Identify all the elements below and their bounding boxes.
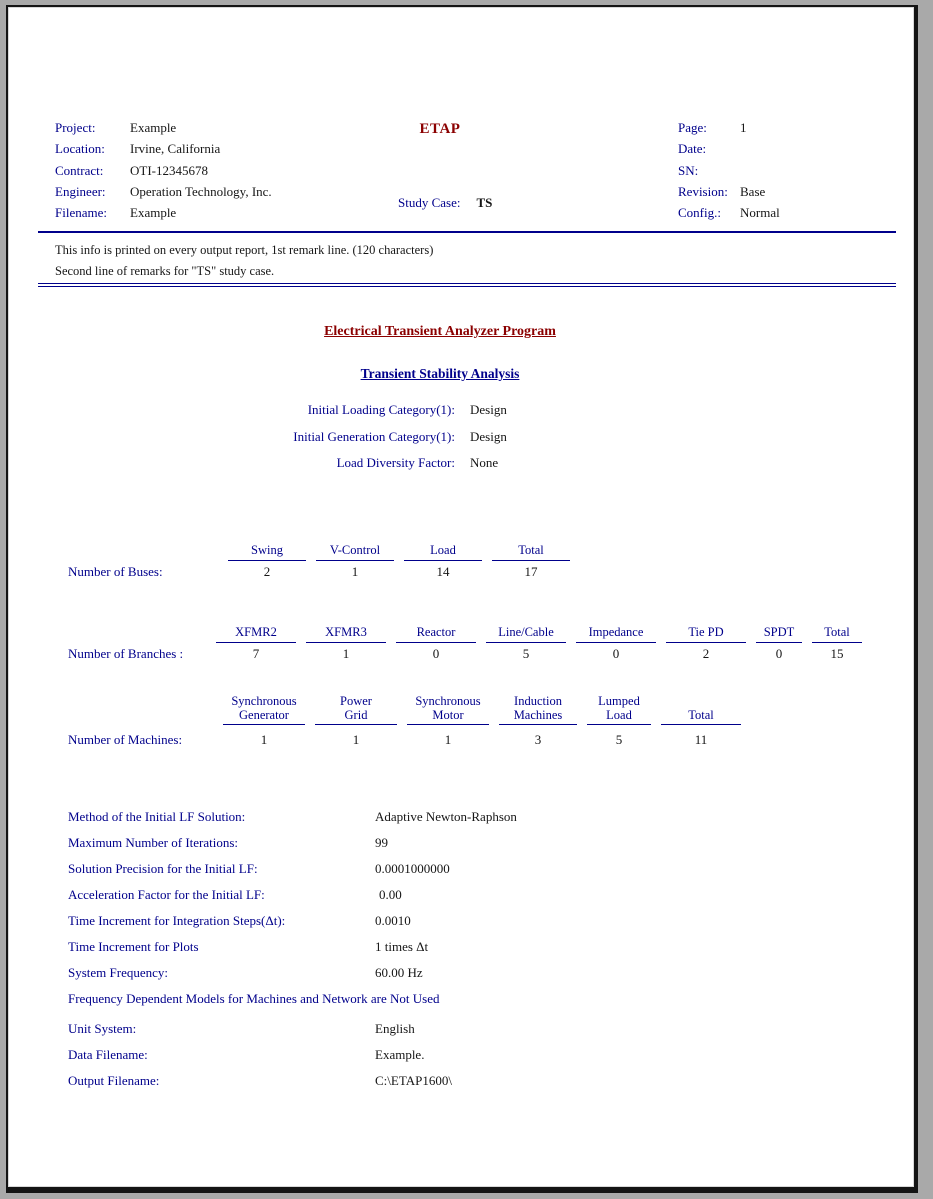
branches-header-total: Total: [824, 625, 850, 639]
sn-label: SN:: [678, 162, 699, 178]
config-label: Config.:: [678, 205, 721, 221]
load-diversity-value: None: [470, 455, 499, 471]
load-diversity-row: [158, 455, 507, 482]
acceleration-value: 0.00: [379, 887, 402, 902]
branches-col-xfmr2: [211, 625, 301, 643]
branches-col-reactor: [391, 625, 481, 643]
branches-col-spdt: [751, 625, 807, 643]
etap-logo-text: ETAP: [419, 121, 461, 137]
buses-col-swing: [223, 543, 311, 561]
branches-header-xfmr3: XFMR3: [325, 625, 367, 639]
frequency-value: 60.00 Hz: [375, 965, 423, 980]
buses-col-vcontrol: [311, 543, 399, 561]
solution-parameters: [68, 809, 868, 1099]
branches-table-header: [211, 625, 867, 643]
plot-increment-label: Time Increment for Plots: [68, 939, 199, 954]
revision-label: Revision:: [678, 183, 728, 199]
buses-row-label: Number of Buses:: [68, 564, 163, 579]
report-page: [6, 5, 918, 1193]
machines-header-lumpedload-line1: Lumped: [598, 694, 640, 708]
branches-value-total: 15: [830, 646, 844, 661]
machines-col-total: [656, 694, 746, 725]
column-underline: [486, 642, 566, 643]
column-underline: [812, 642, 862, 643]
column-underline: [404, 560, 482, 561]
initial-loading-label: Initial Loading Category(1):: [307, 402, 455, 417]
lf-method-value: Adaptive Newton-Raphson: [375, 809, 517, 824]
buses-header-total: Total: [518, 543, 544, 557]
study-case-value: TS: [476, 195, 493, 210]
branches-col-tiepd: [661, 625, 751, 643]
machines-value-powergrid: 1: [352, 732, 360, 747]
header-row-location: [55, 141, 272, 162]
output-filename-value: C:\ETAP1600\: [375, 1073, 452, 1088]
machines-table-values: [218, 732, 746, 748]
column-underline: [306, 642, 386, 643]
column-underline: [587, 724, 651, 725]
study-case: [398, 195, 492, 211]
initial-generation-row: [158, 429, 507, 456]
machines-value-synmotor: 1: [444, 732, 452, 747]
column-underline: [316, 560, 394, 561]
freq-dependent-note: Frequency Dependent Models for Machines and Network are Not Used: [68, 991, 440, 1006]
contract-label: Contract:: [55, 162, 104, 178]
column-underline: [666, 642, 746, 643]
buses-value-load: 14: [436, 564, 450, 579]
initial-loading-value: Design: [470, 402, 507, 417]
buses-value-swing: 2: [263, 564, 271, 579]
column-underline: [499, 724, 577, 725]
machines-header-powergrid-line2: Grid: [344, 708, 368, 722]
machines-col-synmotor: [402, 694, 494, 725]
machines-header-induction-line2: Machines: [513, 708, 563, 722]
param-row-output-filename: [68, 1073, 868, 1099]
machines-row-label: Number of Machines:: [68, 732, 183, 747]
header-row-filename: [55, 205, 272, 226]
unit-system-label: Unit System:: [68, 1021, 137, 1036]
engineer-label: Engineer:: [55, 183, 106, 199]
branches-value-impedance: 0: [612, 646, 620, 661]
plot-increment-value: 1 times Δt: [375, 939, 429, 954]
output-filename-label: Output Filename:: [68, 1073, 160, 1088]
report-title: Electrical Transient Analyzer Program: [324, 324, 556, 339]
branches-value-xfmr2: 7: [252, 646, 260, 661]
param-row-acceleration: [68, 887, 868, 913]
machines-header-synmotor-line2: Motor: [432, 708, 464, 722]
branches-col-total: [807, 625, 867, 643]
header-page-info: [678, 120, 780, 226]
buses-table-values: [223, 564, 575, 580]
column-underline: [492, 560, 570, 561]
machines-col-powergrid: [310, 694, 402, 725]
buses-value-vcontrol: 1: [351, 564, 359, 579]
branches-header-linecable: Line/Cable: [498, 625, 554, 639]
unit-system-value: English: [375, 1021, 415, 1036]
page-number: 1: [740, 120, 747, 135]
machines-col-lumpedload: [582, 694, 656, 725]
machines-header-powergrid-line1: Power: [340, 694, 372, 708]
header-row-project: [55, 120, 272, 141]
project-value: Example: [130, 120, 177, 135]
filename-label: Filename:: [55, 205, 107, 221]
filename-value: Example: [130, 205, 177, 221]
branches-header-xfmr2: XFMR2: [235, 625, 277, 639]
location-label: Location:: [55, 141, 105, 157]
machines-value-lumpedload: 5: [615, 732, 623, 747]
remark-line-1: This info is printed on every output report, 1st remark line. (120 characters): [55, 243, 434, 257]
branches-header-impedance: Impedance: [588, 625, 644, 639]
contract-value: OTI-12345678: [130, 162, 208, 178]
data-filename-label: Data Filename:: [68, 1047, 148, 1062]
branches-header-reactor: Reactor: [416, 625, 456, 639]
param-row-frequency: [68, 965, 868, 991]
param-row-lf-method: [68, 809, 868, 835]
date-label: Date:: [678, 141, 707, 157]
data-filename-value: Example.: [375, 1047, 425, 1062]
machines-table-header: [218, 694, 746, 725]
machines-header-total-line1: [656, 694, 746, 708]
header-divider: [38, 231, 896, 233]
header-row-page: [678, 120, 780, 141]
branches-table-values: [211, 646, 867, 662]
param-row-time-increment: [68, 913, 868, 939]
branches-value-xfmr3: 1: [342, 646, 350, 661]
config-value: Normal: [740, 205, 780, 221]
param-row-precision: [68, 861, 868, 887]
time-increment-value: 0.0010: [375, 913, 411, 928]
acceleration-label: Acceleration Factor for the Initial LF:: [68, 887, 265, 902]
machines-header-total-line2: Total: [688, 708, 714, 722]
header-row-date: [678, 141, 780, 162]
column-underline: [216, 642, 296, 643]
header-row-engineer: [55, 184, 272, 205]
initial-generation-value: Design: [470, 428, 507, 444]
param-row-freq-dependent-note: [68, 991, 868, 1017]
lf-method-label: Method of the Initial LF Solution:: [68, 809, 246, 824]
remark-line-2: Second line of remarks for "TS" study case.: [55, 264, 275, 278]
header-project-info: [55, 120, 272, 226]
machines-value-total: 11: [694, 732, 708, 747]
branches-value-reactor: 0: [432, 646, 440, 661]
branches-col-xfmr3: [301, 625, 391, 643]
revision-value: Base: [740, 183, 766, 199]
max-iterations-label: Maximum Number of Iterations:: [68, 835, 239, 850]
initial-loading-row: [158, 402, 507, 429]
param-row-plot-increment: [68, 939, 868, 965]
initial-generation-label: Initial Generation Category(1):: [293, 428, 455, 444]
project-label: Project:: [55, 120, 96, 135]
page-label: Page:: [678, 120, 707, 135]
branches-value-tiepd: 2: [702, 646, 710, 661]
column-underline: [223, 724, 305, 725]
param-row-unit-system: [68, 1021, 868, 1047]
buses-header-vcontrol: V-Control: [329, 543, 381, 557]
machines-col-induction: [494, 694, 582, 725]
buses-header-load: Load: [430, 543, 456, 557]
branches-row-label: Number of Branches :: [68, 646, 184, 661]
branches-header-spdt: SPDT: [763, 625, 795, 639]
load-diversity-label: Load Diversity Factor:: [336, 455, 455, 471]
remarks-divider: [38, 283, 896, 287]
frequency-label: System Frequency:: [68, 965, 169, 980]
branches-value-spdt: 0: [775, 646, 783, 661]
remarks-block: [55, 242, 433, 284]
column-underline: [396, 642, 476, 643]
machines-header-induction-line1: Induction: [514, 694, 562, 708]
machines-header-syngen-line1: Synchronous: [231, 694, 297, 708]
buses-col-total: [487, 543, 575, 561]
analysis-subtitle: Transient Stability Analysis: [360, 366, 520, 381]
header-row-config: [678, 205, 780, 226]
header-row-contract: [55, 163, 272, 184]
time-increment-label: Time Increment for Integration Steps(Δt):: [68, 913, 286, 928]
buses-col-load: [399, 543, 487, 561]
column-underline: [661, 724, 741, 725]
machines-header-lumpedload-line2: Load: [606, 708, 632, 722]
initial-categories: [158, 402, 507, 482]
param-row-max-iterations: [68, 835, 868, 861]
header-row-sn: [678, 163, 780, 184]
buses-table-header: [223, 543, 575, 561]
branches-value-linecable: 5: [522, 646, 530, 661]
branches-col-impedance: [571, 625, 661, 643]
machines-col-syngen: [218, 694, 310, 725]
machines-header-synmotor-line1: Synchronous: [415, 694, 481, 708]
buses-header-swing: Swing: [251, 543, 283, 557]
max-iterations-value: 99: [375, 835, 388, 850]
branches-header-tiepd: Tie PD: [688, 625, 724, 639]
column-underline: [407, 724, 489, 725]
branches-col-linecable: [481, 625, 571, 643]
location-value: Irvine, California: [130, 141, 221, 157]
column-underline: [576, 642, 656, 643]
machines-value-syngen: 1: [260, 732, 268, 747]
engineer-value: Operation Technology, Inc.: [130, 183, 272, 199]
buses-value-total: 17: [524, 564, 538, 579]
header-row-revision: [678, 184, 780, 205]
column-underline: [756, 642, 802, 643]
precision-value: 0.0001000000: [375, 861, 450, 876]
machines-value-induction: 3: [534, 732, 542, 747]
precision-label: Solution Precision for the Initial LF:: [68, 861, 258, 876]
column-underline: [315, 724, 397, 725]
machines-header-syngen-line2: Generator: [239, 708, 289, 722]
study-case-label: Study Case:: [398, 195, 461, 210]
param-row-data-filename: [68, 1047, 868, 1073]
column-underline: [228, 560, 306, 561]
